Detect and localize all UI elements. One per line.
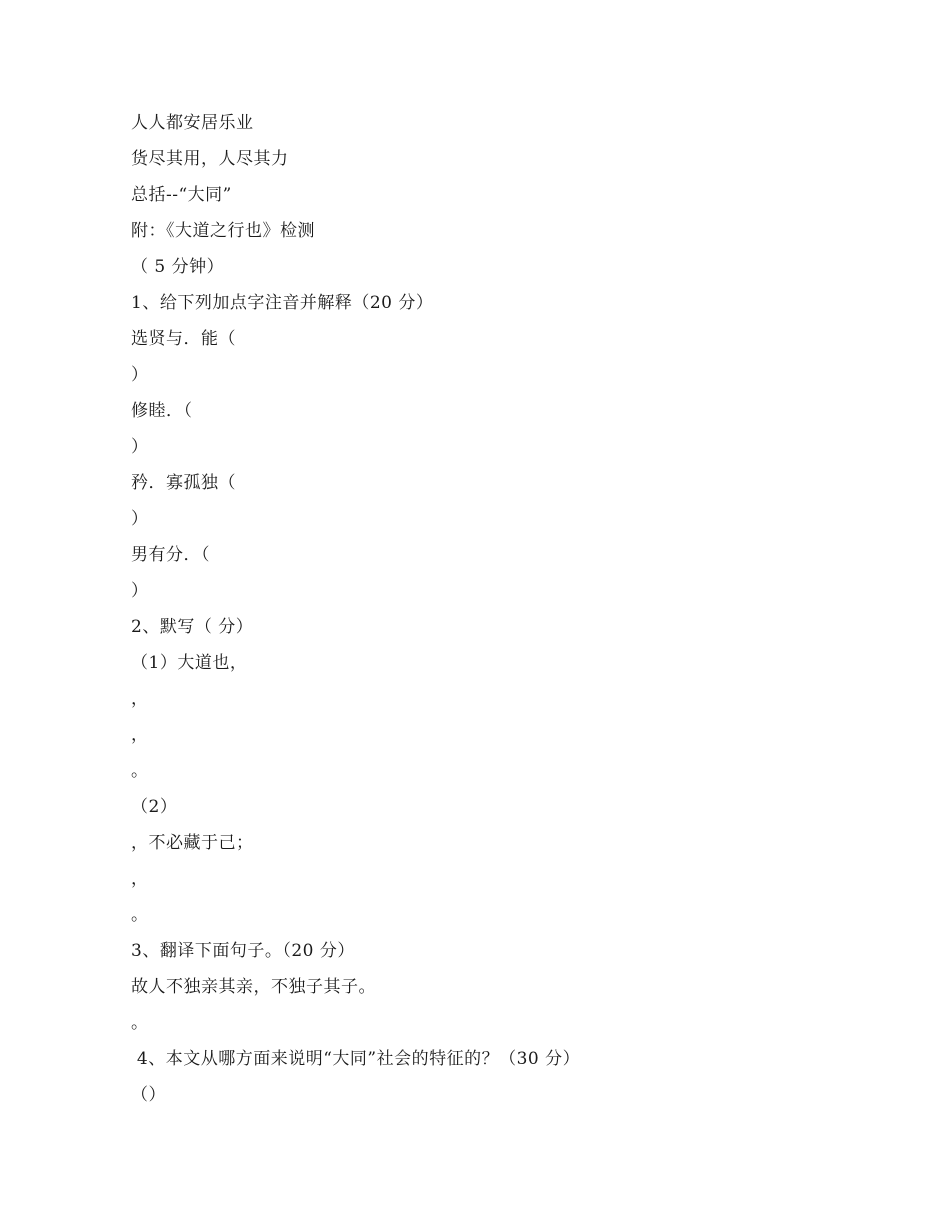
question-2-blank-6: 。 bbox=[131, 905, 149, 925]
question-2-blank-5: ， bbox=[131, 869, 149, 889]
question-3-heading: 3、翻译下面句子。（20 分） bbox=[131, 941, 355, 961]
question-2-blank-4: ，不必藏于己； bbox=[131, 833, 254, 853]
question-1-heading: 1、给下列加点字注音并解释（20 分） bbox=[131, 293, 434, 313]
question-1-item-4: 男有分．（ bbox=[131, 545, 210, 565]
question-1-item-1-close: ） bbox=[131, 365, 149, 385]
question-1-item-1: 选贤与．能（ bbox=[131, 329, 236, 349]
question-1-item-3: 矜．寡孤独（ bbox=[131, 473, 236, 493]
question-2-blank-1: ， bbox=[131, 689, 149, 709]
question-3-answer-blank: 。 bbox=[131, 1013, 149, 1033]
text-line-1: 人人都安居乐业 bbox=[131, 113, 254, 133]
text-line-3: 总括--“大同” bbox=[131, 185, 232, 205]
question-2-blank-3: 。 bbox=[131, 761, 149, 781]
question-2-part-2: （2） bbox=[131, 797, 178, 817]
question-1-item-4-close: ） bbox=[131, 581, 149, 601]
question-3-sentence: 故人不独亲其亲，不独子其子。 bbox=[131, 977, 376, 997]
question-1-item-2: 修睦．（ bbox=[131, 401, 193, 421]
question-4-heading: 4、本文从哪方面来说明“大同”社会的特征的？（30 分） bbox=[131, 1049, 581, 1069]
question-2-part-1: （1）大道也， bbox=[131, 653, 248, 673]
question-2-heading: 2、默写（ 分） bbox=[131, 617, 254, 637]
document-body bbox=[131, 111, 831, 1119]
question-1-item-2-close: ） bbox=[131, 437, 149, 457]
question-2-blank-2: ， bbox=[131, 725, 149, 745]
text-line-2: 货尽其用，人尽其力 bbox=[131, 149, 289, 169]
question-4-answer-blank: （） bbox=[131, 1085, 166, 1105]
text-line-4: 附：《大道之行也》检测 bbox=[131, 221, 315, 241]
question-1-item-3-close: ） bbox=[131, 509, 149, 529]
text-line-5: （ 5 分钟） bbox=[131, 257, 225, 277]
